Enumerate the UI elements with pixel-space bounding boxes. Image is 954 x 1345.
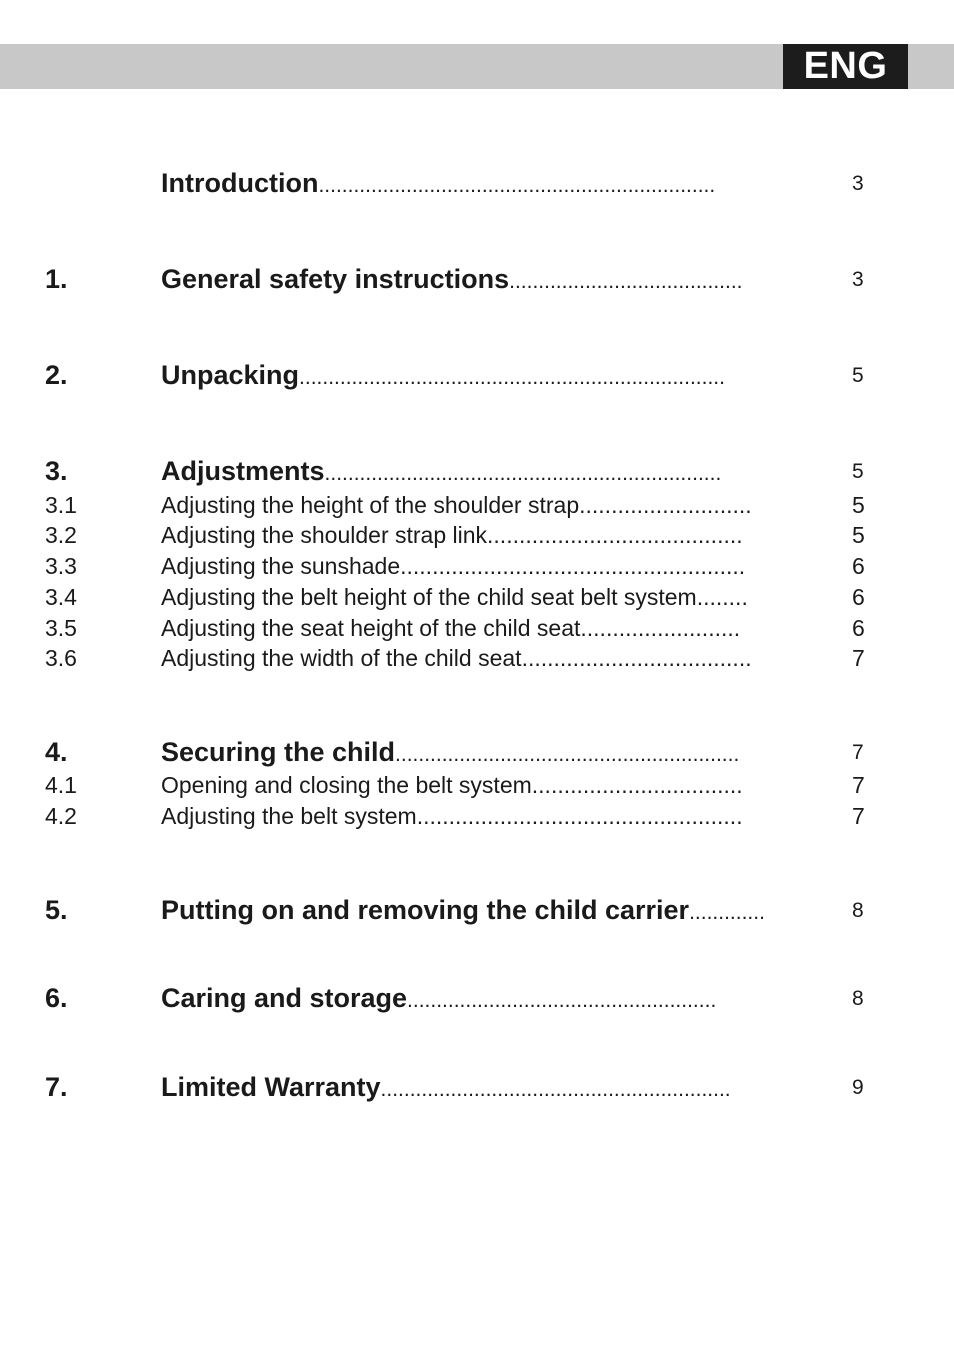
toc-title: General safety instructions — [161, 264, 510, 294]
toc-page-number: 6 — [852, 584, 865, 610]
toc-entry — [161, 263, 823, 298]
toc-page-number: 6 — [852, 615, 865, 641]
toc-entry — [161, 982, 823, 1017]
toc-entry — [161, 167, 823, 202]
toc-page-number: 8 — [852, 899, 864, 922]
toc-page-number: 3 — [852, 268, 864, 291]
toc-title: Putting on and removing the child carrier — [161, 895, 690, 925]
toc-page-number: 5 — [852, 460, 864, 483]
toc-leader-dots: ......................... — [580, 615, 741, 641]
toc-entry — [161, 802, 823, 830]
toc-title: Adjusting the sunshade — [161, 553, 401, 579]
toc-leader-dots: ............................................................ — [380, 1078, 731, 1101]
toc-number: 4. — [45, 737, 68, 767]
toc-entry — [161, 771, 823, 799]
toc-number: 2. — [45, 360, 68, 390]
toc-number: 3. — [45, 456, 68, 486]
toc-number: 3.4 — [45, 584, 77, 610]
toc-page-number: 7 — [852, 741, 864, 764]
toc-title: Adjusting the belt height of the child seat belt system — [161, 584, 697, 610]
toc-leader-dots: ............. — [689, 901, 765, 924]
toc-number: 3.1 — [45, 492, 77, 518]
toc-number: 6. — [45, 983, 68, 1013]
toc-entry — [161, 455, 823, 490]
toc-title: Adjusting the height of the shoulder strap — [161, 492, 580, 518]
toc-entry — [161, 491, 823, 519]
toc-title: Opening and closing the belt system — [161, 772, 532, 798]
toc-leader-dots: .................................................................... — [318, 174, 716, 197]
toc-page-number: 5 — [852, 522, 865, 548]
toc-leader-dots: .................................... — [521, 645, 752, 671]
toc-page-number: 7 — [852, 772, 865, 798]
toc-leader-dots: ................................................... — [416, 803, 743, 829]
toc-number: 4.2 — [45, 803, 77, 829]
toc-title: Adjustments — [161, 456, 325, 486]
toc-leader-dots: ..................................................... — [407, 989, 717, 1012]
toc-entry — [161, 521, 823, 549]
toc-page-number: 7 — [852, 803, 865, 829]
language-badge: ENG — [783, 44, 908, 89]
toc-title: Introduction — [161, 168, 319, 198]
toc-page-number: 6 — [852, 553, 865, 579]
toc-number: 4.1 — [45, 772, 77, 798]
toc-page-number: 3 — [852, 172, 864, 195]
toc-title: Adjusting the shoulder strap link — [161, 522, 488, 548]
toc-number: 1. — [45, 264, 68, 294]
toc-title: Limited Warranty — [161, 1072, 381, 1102]
toc-leader-dots: ........................... — [579, 492, 752, 518]
toc-page-number: 8 — [852, 987, 864, 1010]
toc-entry — [161, 1071, 823, 1106]
toc-title: Caring and storage — [161, 983, 408, 1013]
toc-leader-dots: .................................................................... — [324, 462, 722, 485]
toc-leader-dots: ................................. — [531, 772, 743, 798]
toc-page-number: 5 — [852, 364, 864, 387]
toc-title: Adjusting the seat height of the child seat — [161, 615, 581, 641]
toc-leader-dots: ...................................................... — [400, 553, 746, 579]
toc-leader-dots: ......................................................................... — [299, 366, 725, 389]
toc-number: 7. — [45, 1072, 68, 1102]
toc-title: Adjusting the belt system — [161, 803, 417, 829]
toc-number: 3.2 — [45, 522, 77, 548]
toc-leader-dots: ........................................................... — [395, 743, 740, 766]
toc-entry — [161, 736, 823, 771]
toc-title: Adjusting the width of the child seat — [161, 645, 522, 671]
toc-entry — [161, 644, 823, 672]
toc-entry — [161, 894, 823, 929]
toc-title: Unpacking — [161, 360, 300, 390]
toc-leader-dots: ........................................ — [487, 522, 743, 548]
toc-title: Securing the child — [161, 737, 396, 767]
toc-page-number: 7 — [852, 645, 865, 671]
toc-leader-dots: ........................................ — [509, 270, 743, 293]
toc-entry — [161, 359, 823, 394]
toc-number: 5. — [45, 895, 68, 925]
toc-number: 3.3 — [45, 553, 77, 579]
toc-number: 3.6 — [45, 645, 77, 671]
toc-entry — [161, 552, 823, 580]
toc-entry — [161, 583, 823, 611]
toc-page-number: 5 — [852, 492, 865, 518]
toc-page-number: 9 — [852, 1076, 864, 1099]
toc-leader-dots: ........ — [696, 584, 748, 610]
toc-entry — [161, 614, 823, 642]
toc-number: 3.5 — [45, 615, 77, 641]
